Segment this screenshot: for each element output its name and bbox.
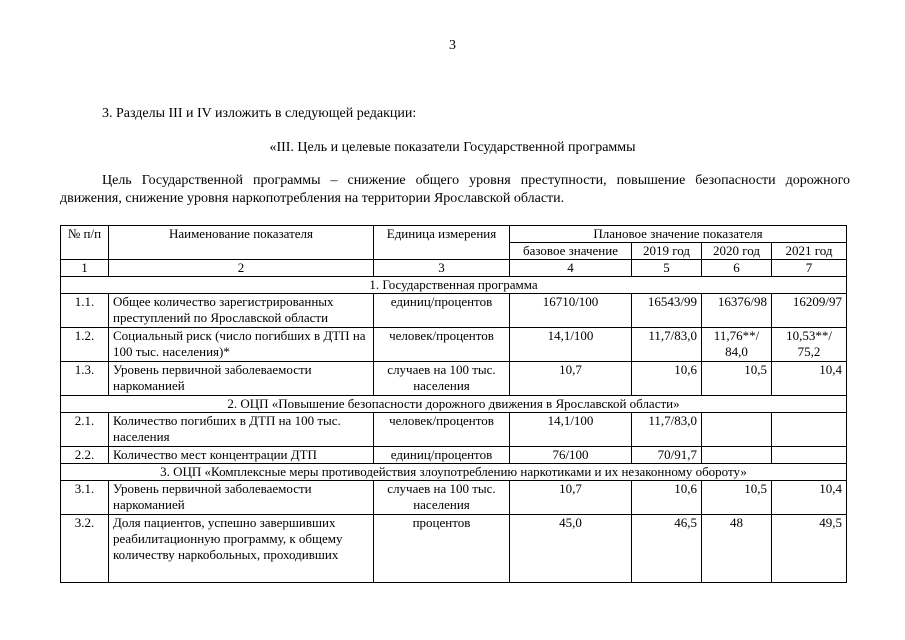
row-name: Уровень первичной заболеваемости наркоманией <box>109 362 374 396</box>
header-base: базовое значение <box>510 243 632 260</box>
row-unit: единиц/процентов <box>374 294 510 328</box>
group-title: 3. ОЦП «Комплексные меры противодействия злоупотреблению наркотиками и их незаконному обороту» <box>61 464 847 481</box>
table-row <box>61 447 847 464</box>
group-row <box>61 464 847 481</box>
row-name: Уровень первичной заболеваемости наркоманией <box>109 481 374 515</box>
row-2020: 10,5 <box>702 481 772 515</box>
col-number: 7 <box>772 260 847 277</box>
col-number: 3 <box>374 260 510 277</box>
row-2020: 48 <box>702 515 772 583</box>
group-row <box>61 396 847 413</box>
row-2019: 10,6 <box>632 481 702 515</box>
header-2020: 2020 год <box>702 243 772 260</box>
row-num: 3.1. <box>61 481 109 515</box>
row-unit: единиц/процентов <box>374 447 510 464</box>
row-name: Количество мест концентрации ДТП <box>109 447 374 464</box>
col-number: 1 <box>61 260 109 277</box>
row-name: Социальный риск (число погибших в ДТП на 100 тыс. населения)* <box>109 328 374 362</box>
row-2021: 10,4 <box>772 481 847 515</box>
row-unit: человек/процентов <box>374 413 510 447</box>
row-unit: человек/процентов <box>374 328 510 362</box>
row-2019: 11,7/83,0 <box>632 328 702 362</box>
goal-paragraph: Цель Государственной программы – снижение общего уровня преступности, повышение безопасности дорожного движения, снижение уровня наркопотребления на территории Ярославской области. <box>60 173 850 206</box>
row-2021 <box>772 413 847 447</box>
row-2020: 10,5 <box>702 362 772 396</box>
table-row <box>61 413 847 447</box>
row-name: Общее количество зарегистрированных преступлений по Ярославской области <box>109 294 374 328</box>
row-base: 45,0 <box>510 515 632 583</box>
block-title: «III. Цель и целевые показатели Государственной программы <box>269 140 636 155</box>
column-number-row <box>61 260 847 277</box>
table-row <box>61 294 847 328</box>
row-base: 10,7 <box>510 481 632 515</box>
group-title: 1. Государственная программа <box>61 277 847 294</box>
row-2019: 46,5 <box>632 515 702 583</box>
row-num: 2.2. <box>61 447 109 464</box>
header-plan: Плановое значение показателя <box>510 226 847 243</box>
header-num: № п/п <box>61 226 109 260</box>
row-unit: случаев на 100 тыс. населения <box>374 362 510 396</box>
row-2020: 11,76**/ 84,0 <box>702 328 772 362</box>
row-2020 <box>702 447 772 464</box>
header-name: Наименование показателя <box>109 226 374 260</box>
row-num: 2.1. <box>61 413 109 447</box>
row-num: 1.1. <box>61 294 109 328</box>
table-row <box>61 362 847 396</box>
row-num: 1.3. <box>61 362 109 396</box>
indicators-table <box>60 225 847 583</box>
row-base: 14,1/100 <box>510 328 632 362</box>
page-number: 3 <box>449 38 456 53</box>
row-base: 10,7 <box>510 362 632 396</box>
col-number: 5 <box>632 260 702 277</box>
row-2020: 16376/98 <box>702 294 772 328</box>
group-row <box>61 277 847 294</box>
col-number: 2 <box>109 260 374 277</box>
row-2020 <box>702 413 772 447</box>
table-row <box>61 515 847 583</box>
table-header-row <box>61 226 847 243</box>
row-unit: процентов <box>374 515 510 583</box>
row-base: 14,1/100 <box>510 413 632 447</box>
header-2019: 2019 год <box>632 243 702 260</box>
group-title: 2. ОЦП «Повышение безопасности дорожного движения в Ярославской области» <box>61 396 847 413</box>
row-unit: случаев на 100 тыс. населения <box>374 481 510 515</box>
row-2019: 10,6 <box>632 362 702 396</box>
header-2021: 2021 год <box>772 243 847 260</box>
row-2019: 11,7/83,0 <box>632 413 702 447</box>
section-heading: 3. Разделы III и IV изложить в следующей редакции: <box>102 106 417 121</box>
col-number: 4 <box>510 260 632 277</box>
row-2019: 70/91,7 <box>632 447 702 464</box>
row-2021: 10,4 <box>772 362 847 396</box>
row-name: Доля пациентов, успешно завершивших реабилитационную программу, к общему количеству наркобольных, проходивших <box>109 515 374 583</box>
row-num: 1.2. <box>61 328 109 362</box>
row-2019: 16543/99 <box>632 294 702 328</box>
table-row <box>61 328 847 362</box>
row-num: 3.2. <box>61 515 109 583</box>
row-base: 76/100 <box>510 447 632 464</box>
row-2021: 10,53**/ 75,2 <box>772 328 847 362</box>
col-number: 6 <box>702 260 772 277</box>
row-2021: 49,5 <box>772 515 847 583</box>
row-base: 16710/100 <box>510 294 632 328</box>
row-2021: 16209/97 <box>772 294 847 328</box>
row-name: Количество погибших в ДТП на 100 тыс. населения <box>109 413 374 447</box>
table-row <box>61 481 847 515</box>
row-2021 <box>772 447 847 464</box>
header-unit: Единица измерения <box>374 226 510 260</box>
